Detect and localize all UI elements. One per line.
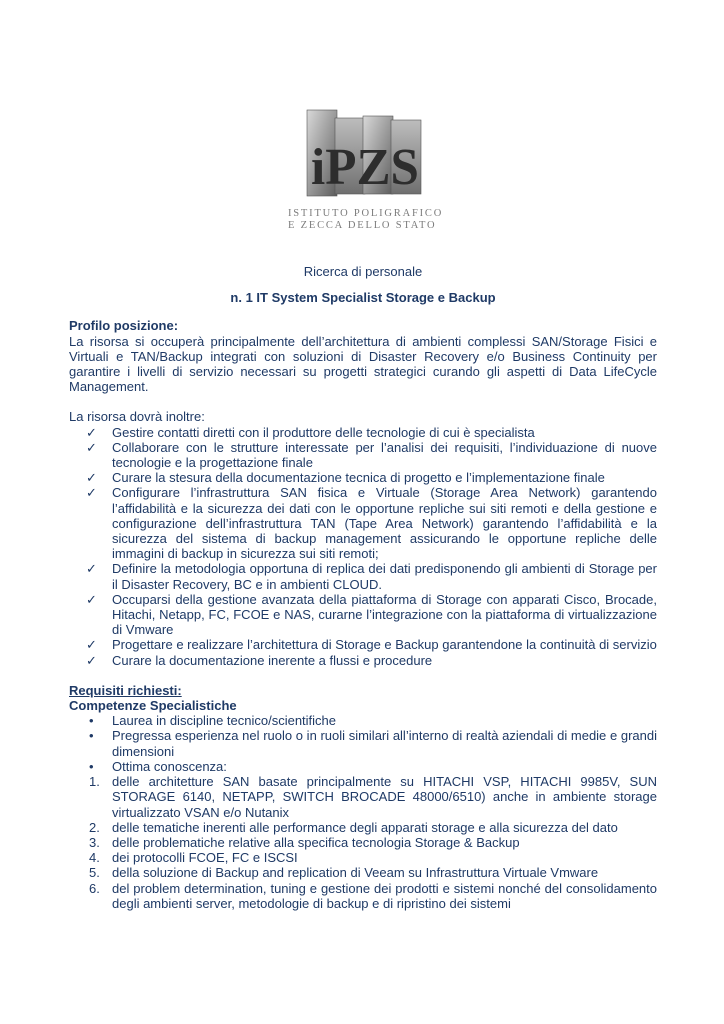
check-icon: ✓: [86, 652, 97, 668]
ipzs-logo: [303, 104, 425, 204]
list-item: 2. delle tematiche inerenti alle performance degli apparati storage e alla sicurezza del dato: [89, 819, 618, 835]
check-icon: ✓: [86, 561, 97, 577]
logo-caption-line2: E ZECCA DELLO STATO: [288, 220, 437, 231]
logo-letters: iPZS: [311, 139, 419, 196]
list-item: ✓ Progettare e realizzare l’architettura di Storage e Backup garantendone la continuità di servizio: [86, 637, 657, 653]
list-item: ✓ Definire la metodologia opportuna di replica dei dati predisponendo gli ambienti di Storage per il Disaster Recovery, BC e in ambienti CLOUD.: [86, 561, 657, 592]
profile-heading: Profilo posizione:: [69, 318, 179, 334]
list-item: ✓ Configurare l’infrastruttura SAN fisica e Virtuale (Storage Area Network) garantendo l’affidabilità e la sicurezza dei dati con le opportune repliche sui siti remoti e della gestione e configurazione dell’infrastruttura TAN (Tape Area Network) garantendo l’affidabilità e la sicurezza del sistema di backup management assicurando le opportune repliche delle immagini di backup in sicurezza sui siti remoti;: [86, 485, 657, 562]
check-icon: ✓: [86, 637, 97, 653]
check-icon: ✓: [86, 424, 97, 440]
check-icon: ✓: [86, 470, 97, 486]
bullet-icon: •: [89, 758, 94, 774]
requirements-bullets: [69, 713, 657, 774]
list-item: 1. delle architetture SAN basate principalmente su HITACHI VSP, HITACHI 9985V, SUN STORAGE 6140, NETAPP, SWITCH BROCADE 48000/6510) anche in ambiente storage virtualizzato VSAN e/o Nutanix: [89, 774, 657, 820]
list-item: ✓ Gestire contatti diretti con il produttore delle tecnologie di cui è specialista: [86, 424, 535, 440]
logo-caption-line1: ISTITUTO POLIGRAFICO: [288, 208, 444, 219]
list-item: ✓ Collaborare con le strutture interessate per l’analisi dei requisiti, l’individuazione di nuove tecnologie e la progettazione finale: [86, 439, 657, 471]
list-item: 5. della soluzione di Backup and replication di Veeam su Infrastruttura Virtuale Vmware: [89, 865, 599, 881]
logo-caption: [288, 208, 448, 232]
list-item: 3. delle problematiche relative alla specifica tecnologia Storage & Backup: [89, 834, 520, 850]
list-item: ✓ Occuparsi della gestione avanzata della piattaforma di Storage con apparati Cisco, Brocade, Hitachi, Netapp, FC, FCOE e NAS, curarne l’integrazione con la piattaforma di virtualizzazione di Vmware: [86, 591, 657, 638]
list-item: ✓ Curare la documentazione inerente a flussi e procedure: [86, 652, 433, 668]
list-item: • Ottima conoscenza:: [89, 758, 227, 774]
bullet-icon: •: [89, 713, 94, 729]
list-item: 6. del problem determination, tuning e gestione dei prodotti e sistemi nonché del consolidamento degli ambienti server, metodologie di backup e di ripristino dei sistemi: [89, 880, 657, 911]
requirements-heading: Requisiti richiesti:: [69, 682, 182, 698]
list-item: • Laurea in discipline tecnico/scientifiche: [89, 713, 337, 729]
profile-text: La risorsa si occuperà principalmente dell’architettura di ambienti complessi SAN/Storage Fisici e Virtuali e TAN/Backup integrati con soluzioni di Disaster Recovery e/o Business Continuity per garantire i livelli di servizio necessari su progetti strategici curando gli aspetti di Data LifeCycle Management.: [69, 333, 657, 395]
document-body: [69, 264, 657, 911]
check-icon: ✓: [86, 591, 97, 607]
list-item: • Pregressa esperienza nel ruolo o in ruoli similari all’interno di realtà aziendali di medie e grandi dimensioni: [89, 728, 657, 759]
check-icon: ✓: [86, 485, 97, 501]
requirements-subheading: Competenze Specialistiche: [69, 698, 237, 714]
knowledge-list: [69, 774, 657, 911]
page-subtitle: Ricerca di personale: [303, 264, 423, 279]
duties-list: [69, 425, 657, 668]
bullet-icon: •: [89, 728, 94, 744]
job-title: n. 1 IT System Specialist Storage e Backup: [230, 290, 496, 306]
check-icon: ✓: [86, 439, 97, 455]
duties-intro: La risorsa dovrà inoltre:: [69, 409, 205, 425]
list-item: 4. dei protocolli FCOE, FC e ISCSI: [89, 850, 298, 866]
list-item: ✓ Curare la stesura della documentazione tecnica di progetto e l’implementazione finale: [86, 470, 605, 486]
